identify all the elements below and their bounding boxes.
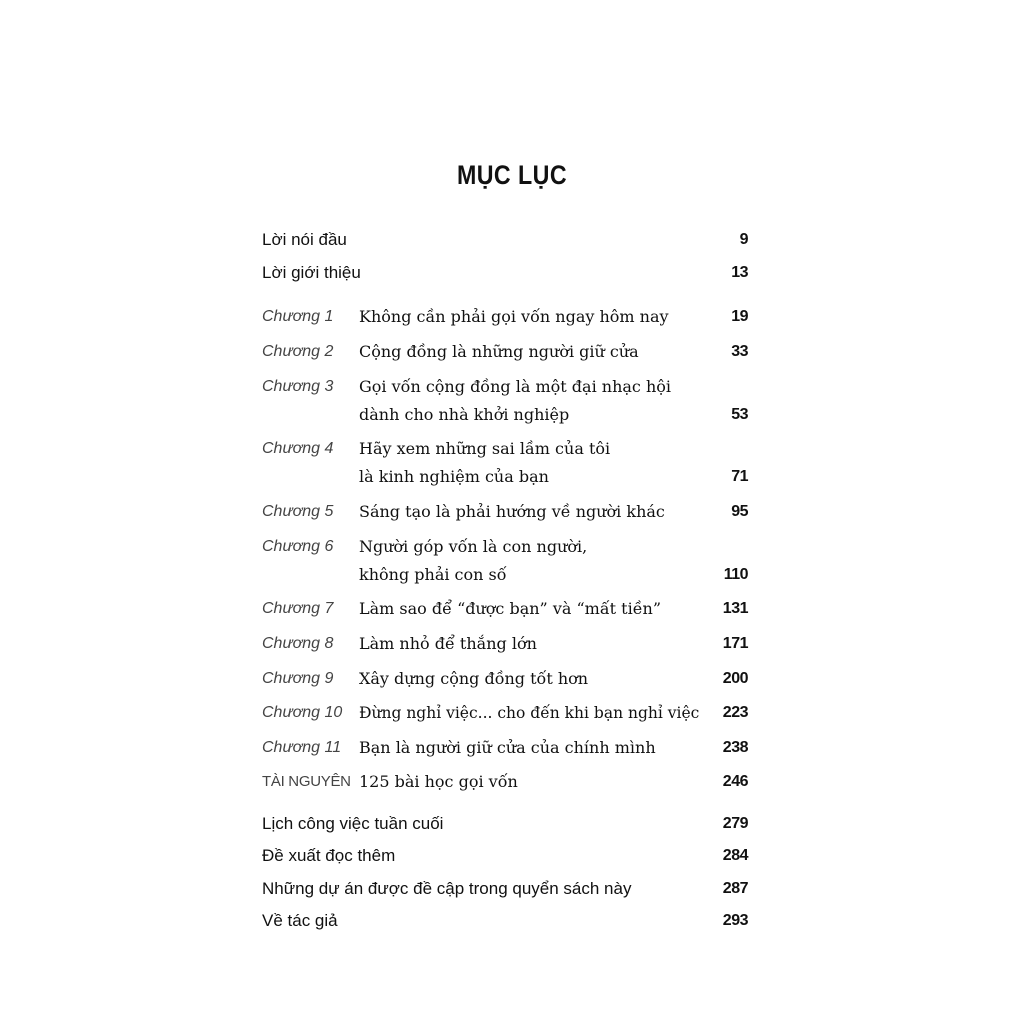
chapter-title [359, 500, 665, 524]
chapter-title [359, 375, 671, 427]
entry-title: Về tác giả [262, 911, 338, 930]
chapter-title [359, 340, 639, 364]
chapter-label: Chương 10 [262, 704, 343, 721]
chapter-title-line: Sáng tạo là phải hướng về người khác [359, 502, 665, 521]
chapter-title-line: Hãy xem những sai lầm của tôi [359, 439, 611, 458]
entry-title: Lời giới thiệu [262, 263, 361, 282]
chapter-page-number: 246 [722, 773, 748, 790]
toc-entry-introduction [262, 261, 748, 285]
entry-page-number: 9 [739, 231, 748, 248]
chapter-label: Chương 6 [262, 538, 334, 555]
chapter-page-number: 171 [722, 635, 748, 652]
chapter-title-line: 125 bài học gọi vốn [359, 772, 518, 791]
chapter-label: Chương 5 [262, 503, 334, 520]
chapter-label: Chương 3 [262, 378, 334, 395]
chapter-title-line-2: là kinh nghiệm của bạn [359, 467, 549, 486]
chapter-title-line-2: dành cho nhà khởi nghiệp [359, 405, 570, 424]
page-title: MỤC LỤC [456, 160, 568, 190]
entry-page-number: 284 [722, 847, 748, 864]
chapter-label: Chương 4 [262, 440, 334, 457]
entry-page-number: 293 [722, 912, 748, 929]
chapter-title-line: Đừng nghỉ việc... cho đến khi bạn nghỉ việc [359, 704, 700, 722]
chapter-title [359, 305, 669, 329]
chapter-page-number: 200 [722, 670, 748, 687]
toc-entry-further-reading [262, 844, 748, 868]
chapter-title-line: Không cần phải gọi vốn ngay hôm nay [359, 307, 669, 326]
chapter-label: Chương 2 [262, 343, 334, 360]
chapter-page-number: 238 [722, 739, 748, 756]
chapter-page-number: 33 [731, 343, 748, 360]
chapter-label: Chương 1 [262, 308, 334, 325]
chapter-page-number: 131 [722, 600, 748, 617]
chapter-title [359, 632, 537, 656]
chapter-title [359, 770, 518, 794]
toc-entry-about-author [262, 909, 748, 933]
entry-title: Đề xuất đọc thêm [262, 846, 396, 865]
chapter-label: TÀI NGUYÊN [262, 773, 351, 790]
chapter-title-line-2: không phải con số [359, 565, 507, 584]
chapter-title [359, 667, 588, 691]
chapter-label: Chương 9 [262, 670, 334, 687]
chapter-title [359, 701, 699, 725]
entry-title: Những dự án được đề cập trong quyển sách này [262, 879, 632, 898]
chapter-page-number: 95 [731, 503, 748, 520]
chapter-title [359, 535, 587, 587]
chapter-label: Chương 7 [262, 600, 334, 617]
toc-entry-final-week-schedule [262, 812, 748, 836]
chapter-page-number: 53 [731, 406, 748, 423]
chapter-page-number: 71 [731, 468, 748, 485]
entry-title: Lịch công việc tuần cuối [262, 814, 444, 833]
chapter-title-line: Xây dựng cộng đồng tốt hơn [359, 669, 589, 688]
chapter-page-number: 223 [722, 704, 748, 721]
chapter-label: Chương 11 [262, 739, 342, 756]
chapter-page-number: 110 [723, 566, 748, 583]
entry-page-number: 287 [722, 880, 748, 897]
chapter-title-line: Làm nhỏ để thắng lớn [359, 634, 537, 653]
chapter-title-line: Bạn là người giữ cửa của chính mình [359, 738, 656, 757]
chapter-label: Chương 8 [262, 635, 334, 652]
chapter-title-line: Cộng đồng là những người giữ cửa [359, 342, 639, 361]
chapter-title-line: Gọi vốn cộng đồng là một đại nhạc hội [359, 377, 672, 396]
chapter-page-number: 19 [731, 308, 748, 325]
entry-page-number: 279 [722, 815, 748, 832]
toc-entry-foreword [262, 228, 748, 252]
chapter-title-line: Làm sao để “được bạn” và “mất tiền” [359, 599, 662, 618]
entry-page-number: 13 [731, 264, 748, 281]
chapter-title-line: Người góp vốn là con người, [359, 537, 588, 556]
chapter-title [359, 736, 656, 760]
toc-entry-projects-mentioned [262, 877, 748, 901]
chapter-title [359, 437, 610, 489]
entry-title: Lời nói đầu [262, 230, 347, 249]
chapter-title [359, 597, 661, 621]
